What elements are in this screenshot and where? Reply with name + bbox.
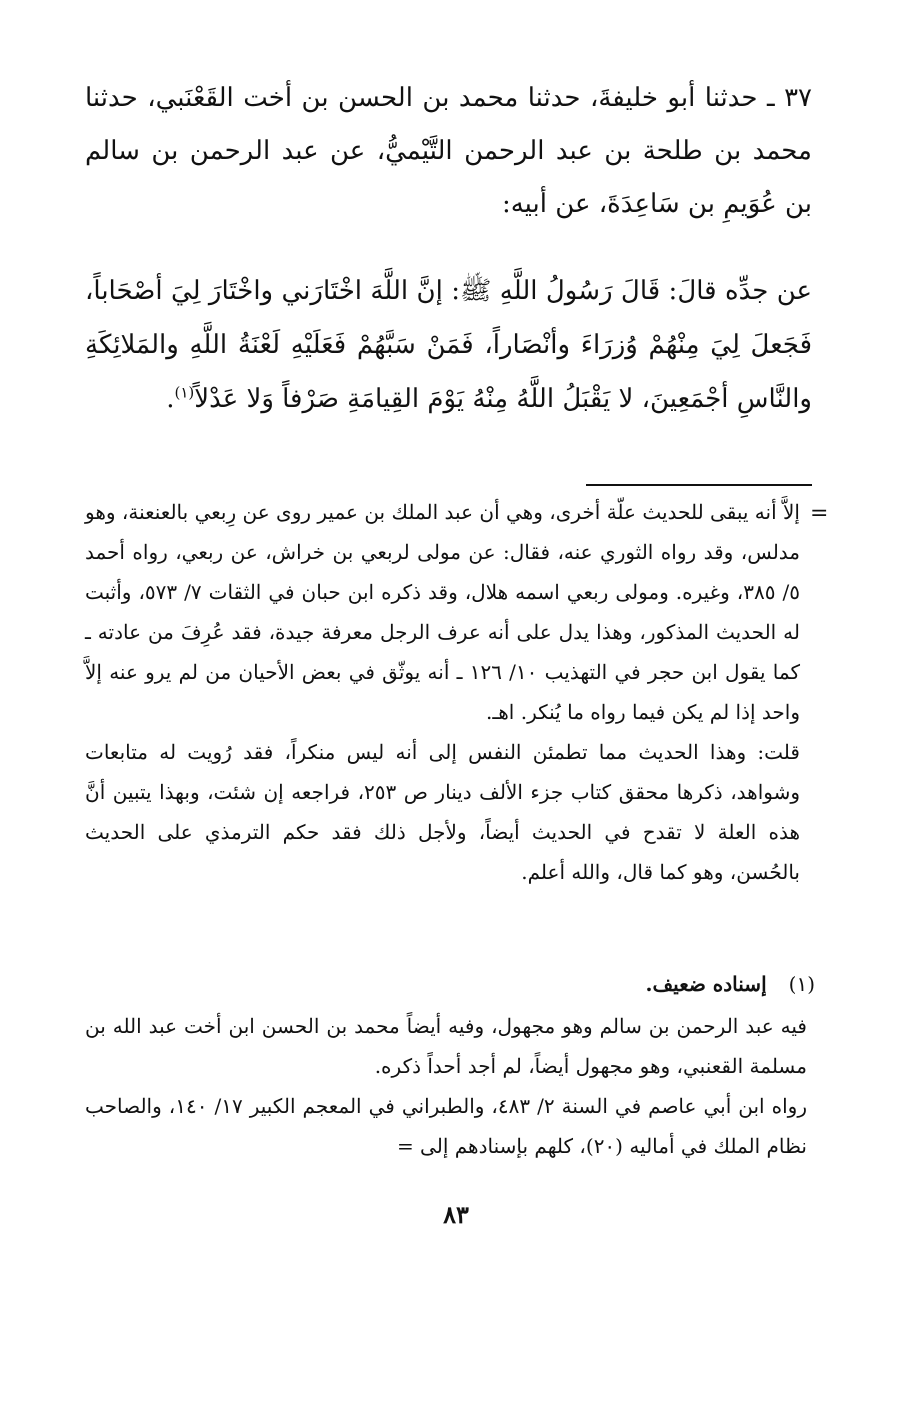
footnotes-continued — [85, 492, 800, 892]
hadith-isnad: ٣٧ ـ حدثنا أبو خليفةَ، حدثنا محمد بن الحسن بن أخت القَعْنَبي، حدثنا محمد بن طلحة بن عبد الرحمن التَّيْميُّ، عن عبد الرحمن بن سالم بن عُوَيمِ بن سَاعِدَةَ، عن أبيه: — [85, 83, 812, 219]
hadith-matn-text: عن جدِّه قالَ: قَالَ رَسُولُ اللَّهِ ﷺ: إنَّ اللَّهَ اخْتَارَني واخْتَارَ لِيَ أصْحَاباً، فَجَعلَ لِيَ مِنْهُمْ وُزرَاءَ وأنْصَاراً، فَمَنْ سَبَّهُمْ فَعَلَيْهِ لَعْنَةُ اللَّهِ والمَلائِكَةِ والنَّاسِ أجْمَعِينَ، لا يَقْبَلُ اللَّهُ مِنْهُ يَوْمَ القِيامَةِ صَرْفاً وَلا عَدْلاً — [85, 276, 812, 414]
footnote-reference: (١) — [174, 383, 195, 402]
footnote-continued-mark: = — [810, 501, 829, 526]
footnote-1-body — [85, 1006, 807, 1166]
page-number: ٨٣ — [443, 1200, 469, 1229]
footnote-paragraph: إلاَّ أنه يبقى للحديث علّة أخرى، وهي أن عبد الملك بن عمير روى عن رِبعي بالعنعنة، وهو مدلس، وقد رواه الثوري عنه، فقال: عن مولى لربعي بن خراش، عن ربعي، رواه أحمد ٥/ ٣٨٥، وغيره. ومولى ربعي اسمه هلال، وقد ذكره ابن حبان في الثقات ٧/ ٥٧٣، وأثبت له الحديث المذكور، وهذا يدل على أنه عرف الرجل معرفة جيدة، فقد عُرِفَ من عادته ـ كما يقول ابن حجر في التهذيب ١٠/ ١٢٦ ـ أنه يوثّق في بعض الأحيان من لم يرو عنه إلاَّ واحد إذا لم يكن فيما رواه ما يُنكر. اهـ. — [85, 500, 800, 724]
hadith-matn-end: . — [166, 384, 175, 414]
hadith-matn — [85, 264, 812, 426]
footnote-paragraph: فيه عبد الرحمن بن سالم وهو مجهول، وفيه أيضاً محمد بن الحسن ابن أخت عبد الله بن مسلمة القعنبي، وهو مجهول أيضاً، لم أجد أحداً ذكره. — [85, 1014, 807, 1078]
footnote-title: إسناده ضعيف. — [645, 972, 767, 996]
footnote-paragraph: قلت: وهذا الحديث مما تطمئن النفس إلى أنه ليس منكراً، فقد رُويت له متابعات وشواهد، ذكرها محقق كتاب جزء الألف دينار ص ٢٥٣، فراجعه إن شئت، وبهذا يتبين أنَّ هذه العلة لا تقدح في الحديث أيضاً، ولأجل ذلك فقد حكم الترمذي على الحديث بالحُسن، وهو كما قال، والله أعلم. — [85, 740, 801, 884]
footnote-1-heading — [85, 964, 815, 1004]
footnote-paragraph: رواه ابن أبي عاصم في السنة ٢/ ٤٨٣، والطبراني في المعجم الكبير ١٧/ ١٤٠، والصاحب نظام الملك في أماليه (٢٠)، كلهم بإسنادهم إلى = — [85, 1094, 807, 1158]
footnote-number: (١) — [788, 972, 815, 996]
footnote-separator — [586, 484, 812, 486]
